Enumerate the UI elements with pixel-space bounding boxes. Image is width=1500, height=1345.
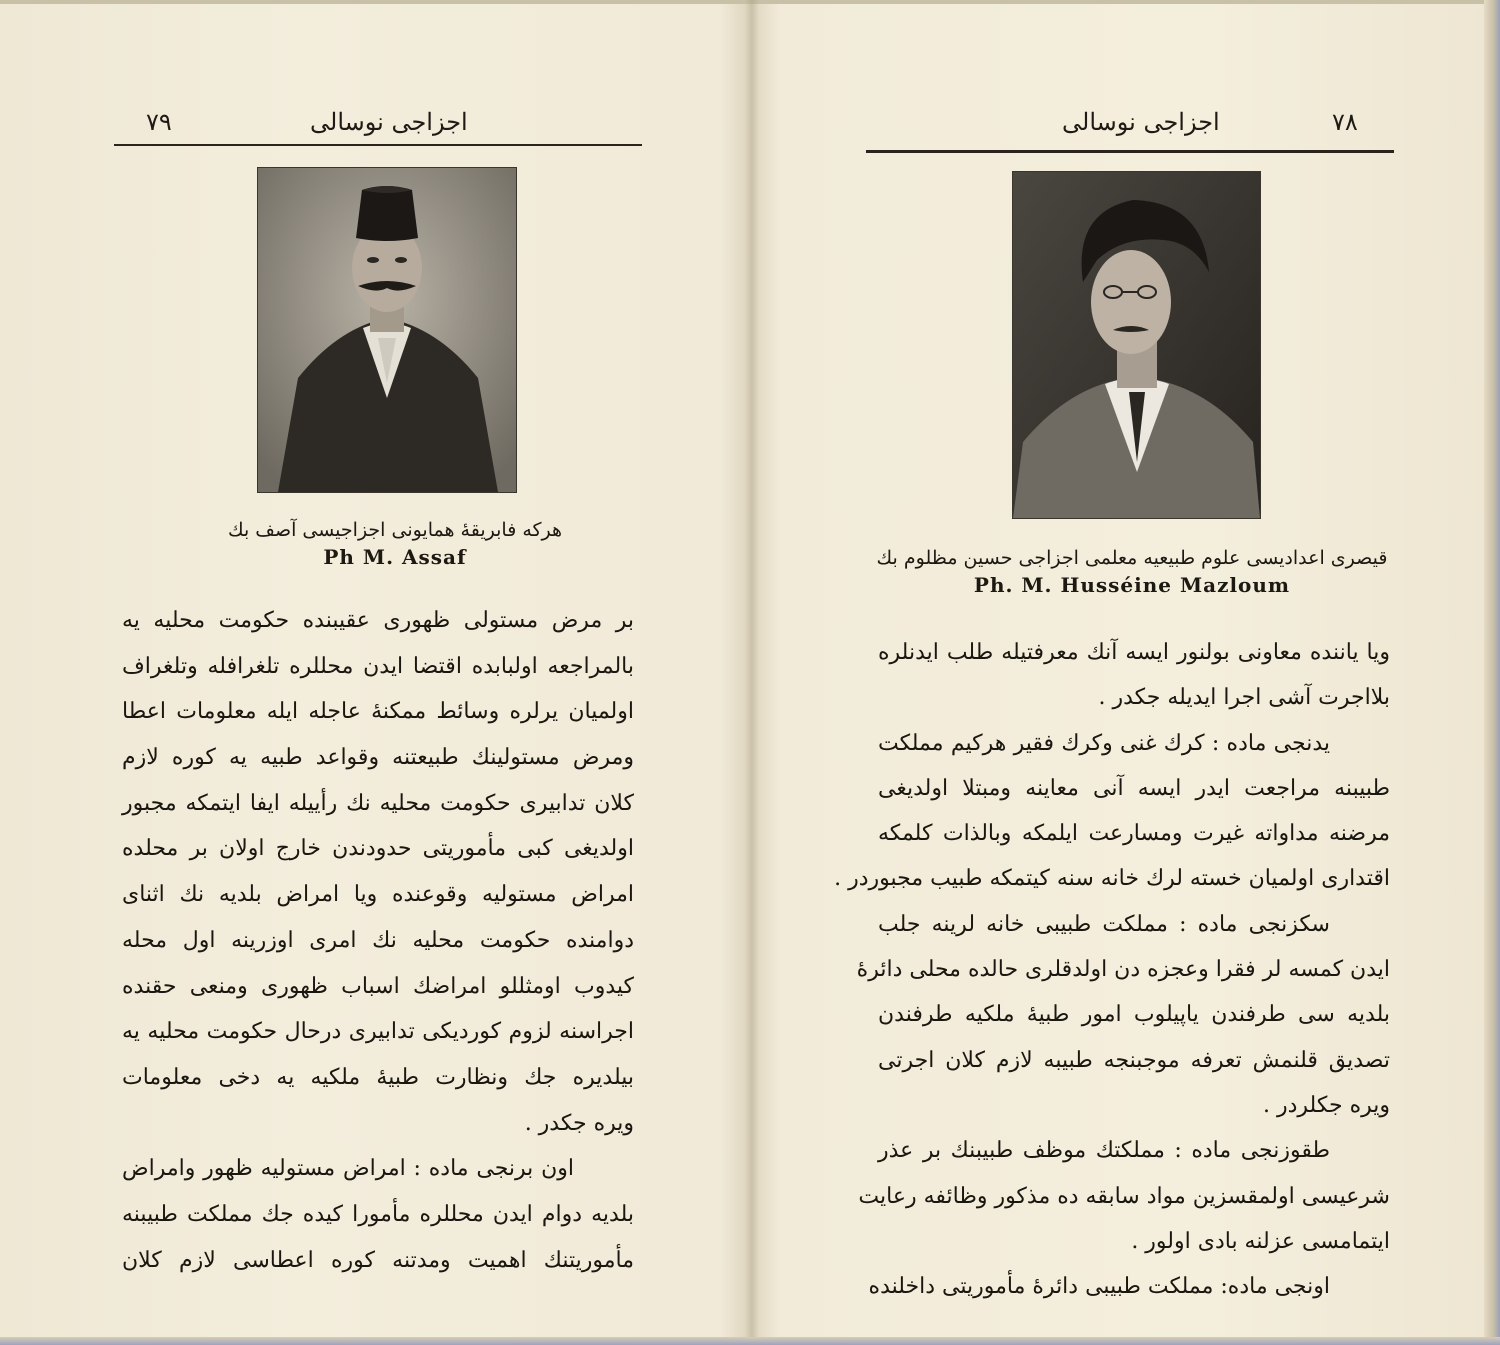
text-line: یدنجی ماده : کرك غنی وکرك فقیر هرکیم مملکت [878,730,1330,756]
running-head [110,108,650,148]
header-rule [114,144,642,146]
text-line: امراض مستولیه وقوعنده ویا امراض بلدیه نك اثنای [122,882,634,908]
running-title: اجزاجی نوسالی [310,108,468,136]
book-gutter [745,0,759,1345]
text-line: بالمراجعه اولبابده اقتضا ایدن محللره تلغرافله وتلغراف [122,653,634,679]
text-line: ویره جکلردر . [1263,1092,1390,1118]
page-bottom-edge [0,1337,1500,1345]
text-line: کلان تدابیری حکومت محلیه نك رأییله ایفا ایتمکه مجبور [122,790,634,816]
text-line: کیدوب اومثللو امراضك اسباب ظهوری ومنعی حقنده [122,973,634,999]
running-title: اجزاجی نوسالی [1062,108,1220,136]
caption-latin: Ph M. Assaf [323,545,467,569]
portrait-photo [1012,171,1261,519]
text-line: بلدیه دوام ایدن محللره مأمورا کیده جك مملکت طبیبنه [122,1201,634,1227]
caption-arabic: قیصری اعدادیسی علوم طبیعیه معلمی اجزاجی حسین مظلوم بك [876,547,1388,569]
text-line: سکزنجی ماده : مملکت طبیبی خانه لرینه جلب [878,911,1330,937]
page-number: ۷۸ [1332,108,1358,136]
text-line: مرضنه مداواته غیرت ومسارعت ایلمکه وبالذات کلمکه [878,821,1390,847]
text-line: اونجی ماده: مملکت طبیبی دائرهٔ مأموریتی داخلنده [868,1274,1330,1300]
text-line: اون برنجی ماده : امراض مستولیه ظهور وامراض [122,1156,574,1182]
header-rule [866,150,1394,153]
page-right-edge [1484,0,1500,1345]
body-text [834,630,1390,1309]
text-line: طبیبنه مراجعت ایدر ایسه آنی معاینه ومبتلا اولدیغی [878,775,1390,801]
text-line: ایدن کمسه لر فقرا وعجزه دن اولدقلری حالده محلی دائرهٔ [856,957,1390,983]
right-page [834,0,1402,1345]
text-line: ایتمامسی عزلنه بادی اولور . [1131,1228,1390,1254]
text-line: اقتداری اولمیان خسته لرك خانه سنه کیتمکه طبیب مجبوردر . [834,866,1390,892]
caption-latin: Ph. M. Husséine Mazloum [973,573,1291,597]
text-line: مأموریتنك اهمیت ومدتنه کوره اعطاسی لازم کلان [122,1247,634,1273]
portrait-photo [257,167,517,493]
portrait-hussein-image [1013,172,1260,518]
left-page [110,0,650,1345]
text-line: ومرض مستولینك طبیعتنه وقواعد طبیه یه کوره لازم [122,745,634,771]
body-text [122,598,634,1283]
page-number: ۷۹ [146,108,172,136]
portrait-assaf-image [258,168,516,492]
portrait-caption [140,519,650,569]
text-line: اجراسنه لزوم کوردیکی تدابیری درحال حکومت محلیه یه [122,1019,634,1045]
running-head [862,108,1402,148]
text-line: بیلدیره جك ونظارت طبیهٔ ملکیه یه دخی معلومات [122,1064,634,1090]
text-line: شرعیسی اولمقسزین مواد سابقه ده مذکور وظائفه رعایت [858,1183,1390,1209]
text-line: اولدیغی کبی مأموریتی حدودندن خارج اولان بر محلده [122,836,634,862]
text-line: تصدیق قلنمش تعرفه موجبنجه طبیبه لازم کلان اجرتی [878,1047,1390,1073]
text-line: طقوزنجی ماده : مملکتك موظف طبیبنك بر عذر [878,1138,1330,1164]
text-line: ویا یاننده معاونی بولنور ایسه آنك معرفتیله طلب ایدنلره [878,640,1390,665]
text-line: ویره جکدر . [524,1110,634,1136]
portrait-caption [862,547,1402,597]
text-line: دوامنده حکومت محلیه نك امری اوزرینه اول محله [122,927,634,953]
text-line: اولمیان یرلره وسائط ممکنهٔ عاجله ایله معلومات اعطا [122,699,634,725]
text-line: بر مرض مستولی ظهوری عقیبنده حکومت محلیه یه [122,608,634,633]
text-line: بلدیه سی طرفندن یاپیلوب امور طبیهٔ ملکیه طرفندن [878,1002,1390,1028]
caption-arabic: هرکه فابریقهٔ همایونی اجزاجیسی آصف بك [227,519,563,541]
text-line: بلااجرت آشی اجرا ایدیله جکدر . [1098,685,1390,711]
